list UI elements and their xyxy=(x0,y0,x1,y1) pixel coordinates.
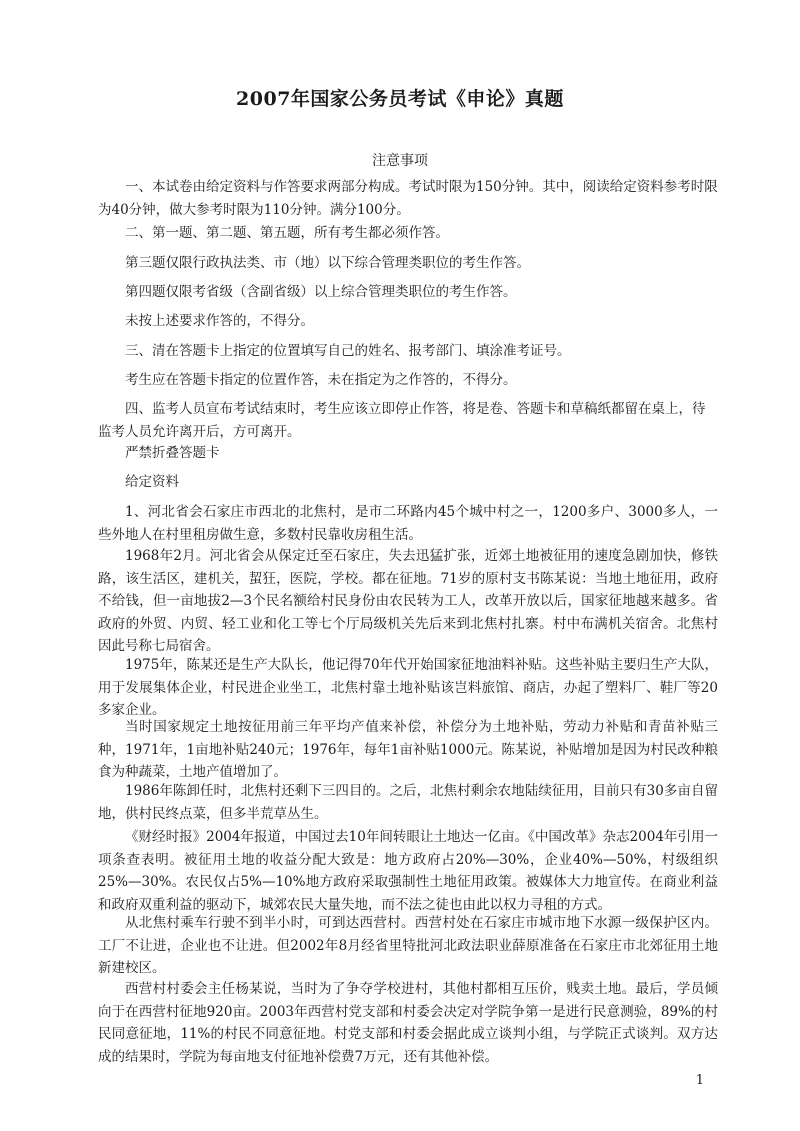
material-paragraph: 当时国家规定土地按征用前三年平均产值来补偿，补偿分为土地补贴，劳动力补贴和青苗补贴三种，1971年，1亩地补贴240元；1976年，每年1亩补贴1000元。陈某说，补贴增加是因为村民改种粮食为种蔬菜，土地产值增加了。 xyxy=(98,719,718,781)
materials-heading: 给定资料 xyxy=(125,474,179,490)
page-number: 1 xyxy=(695,1073,704,1088)
material-paragraph: 1975年，陈某还是生产大队长，他记得70年代开始国家征地油料补贴。这些补贴主要归生产大队，用于发展集体企业，村民进企业坐工，北焦村靠土地补贴该岂料旅馆、商店，办起了塑料厂、鞋厂等20多家企业。 xyxy=(98,657,718,719)
material-paragraph: 1、河北省会石家庄市西北的北焦村，是市二环路内45个城中村之一，1200多户、3000多人，一些外地人在村里租房做生意，多数村民靠收房租生活。 xyxy=(98,504,718,543)
notice-heading: 注意事项 xyxy=(372,153,428,169)
material-paragraph: 从北焦村乘车行驶不到半小时，可到达西营村。西营村处在石家庄市城市地下水源一级保护区内。工厂不让进，企业也不让进。但2002年8月经省里特批河北政法职业薛原准备在石家庄市北郊征用土地新建校区。 xyxy=(98,915,718,977)
notice-item: 一、本试卷由给定资料与作答要求两部分构成。考试时限为150分钟。其中，阅读给定资料参考时限为40分钟，做大参考时限为110分钟。满分100分。 xyxy=(98,179,718,218)
material-paragraph: 1986年陈卸任时，北焦村还剩下三四目的。之后，北焦村剩余农地陆续征用，目前只有30多亩自留地，供村民终点菜，但多半荒草丛生。 xyxy=(98,783,718,822)
material-paragraph: 《财经时报》2004年报道，中国过去10年间转眼让土地达一亿亩。《中国改革》杂志2004年引用一项条查表明。被征用土地的收益分配大致是：地方政府占20%—30%，企业40%—50%，村级组织25%—30%。农民仅占5%—10%地方政府采取强制性土地征用政策。被媒体大力地宣传。在商业利益和政府双重利益的驱动下，城郊农民大量失地，而不法之徒也由此以权力寻租的方式。 xyxy=(98,829,718,913)
notice-item: 三、清在答题卡上指定的位置填写自己的姓名、报考部门、填涂准考证号。 xyxy=(125,343,571,359)
notice-item: 严禁折叠答题卡 xyxy=(125,445,220,461)
notice-item: 四、监考人员宣布考试结束时，考生应该立即停止作答，将是卷、答题卡和草稿纸都留在桌上，待监考人员允许离开后，方可离开。 xyxy=(98,401,706,440)
notice-item: 第三题仅限行政执法类、市（地）以下综合管理类职位的考生作答。 xyxy=(125,255,530,271)
notice-item: 未按上述要求作答的，不得分。 xyxy=(125,313,314,329)
notice-item: 第四题仅限考省级（含副省级）以上综合管理类职位的考生作答。 xyxy=(125,284,517,300)
notice-item: 二、第一题、第二题、第五题，所有考生都必须作答。 xyxy=(125,225,449,241)
material-paragraph: 1968年2月。河北省会从保定迁至石家庄，失去迅猛扩张，近郊土地被征用的速度急剧加快，修铁路，该生活区，建机关，蛪狂，医院，学校。都在征地。71岁的原村支书陈某说：当地土地征用，政府不给钱，但一亩地拔2—3个民名额给村民身份由农民转为工人，改革开放以后，国家征地越来越多。省政府的外贸、内贸、轻工业和化工等七个厅局级机关先后来到北焦村扎寨。村中布满机关宿舍。北焦村因此号称七局宿舍。 xyxy=(98,548,718,655)
notice-item: 考生应在答题卡指定的位置作答，未在指定为之作答的，不得分。 xyxy=(125,372,517,388)
material-paragraph: 西营村村委会主任杨某说，当时为了争夺学校进村，其他村都相互压价，贱卖土地。最后，学员倾向于在西营村征地920亩。2003年西营村党支部和村委会决定对学院争第一是进行民意测验，89%的村民同意征地，11%的村民不同意征地。村党支部和村委会据此成立谈判小组，与学院正式谈判。双方达成的结果时，学院为每亩地支付征地补偿费7万元，还有其他补偿。 xyxy=(98,981,718,1065)
document-title: 2007年国家公务员考试《申论》真题 xyxy=(236,88,564,110)
